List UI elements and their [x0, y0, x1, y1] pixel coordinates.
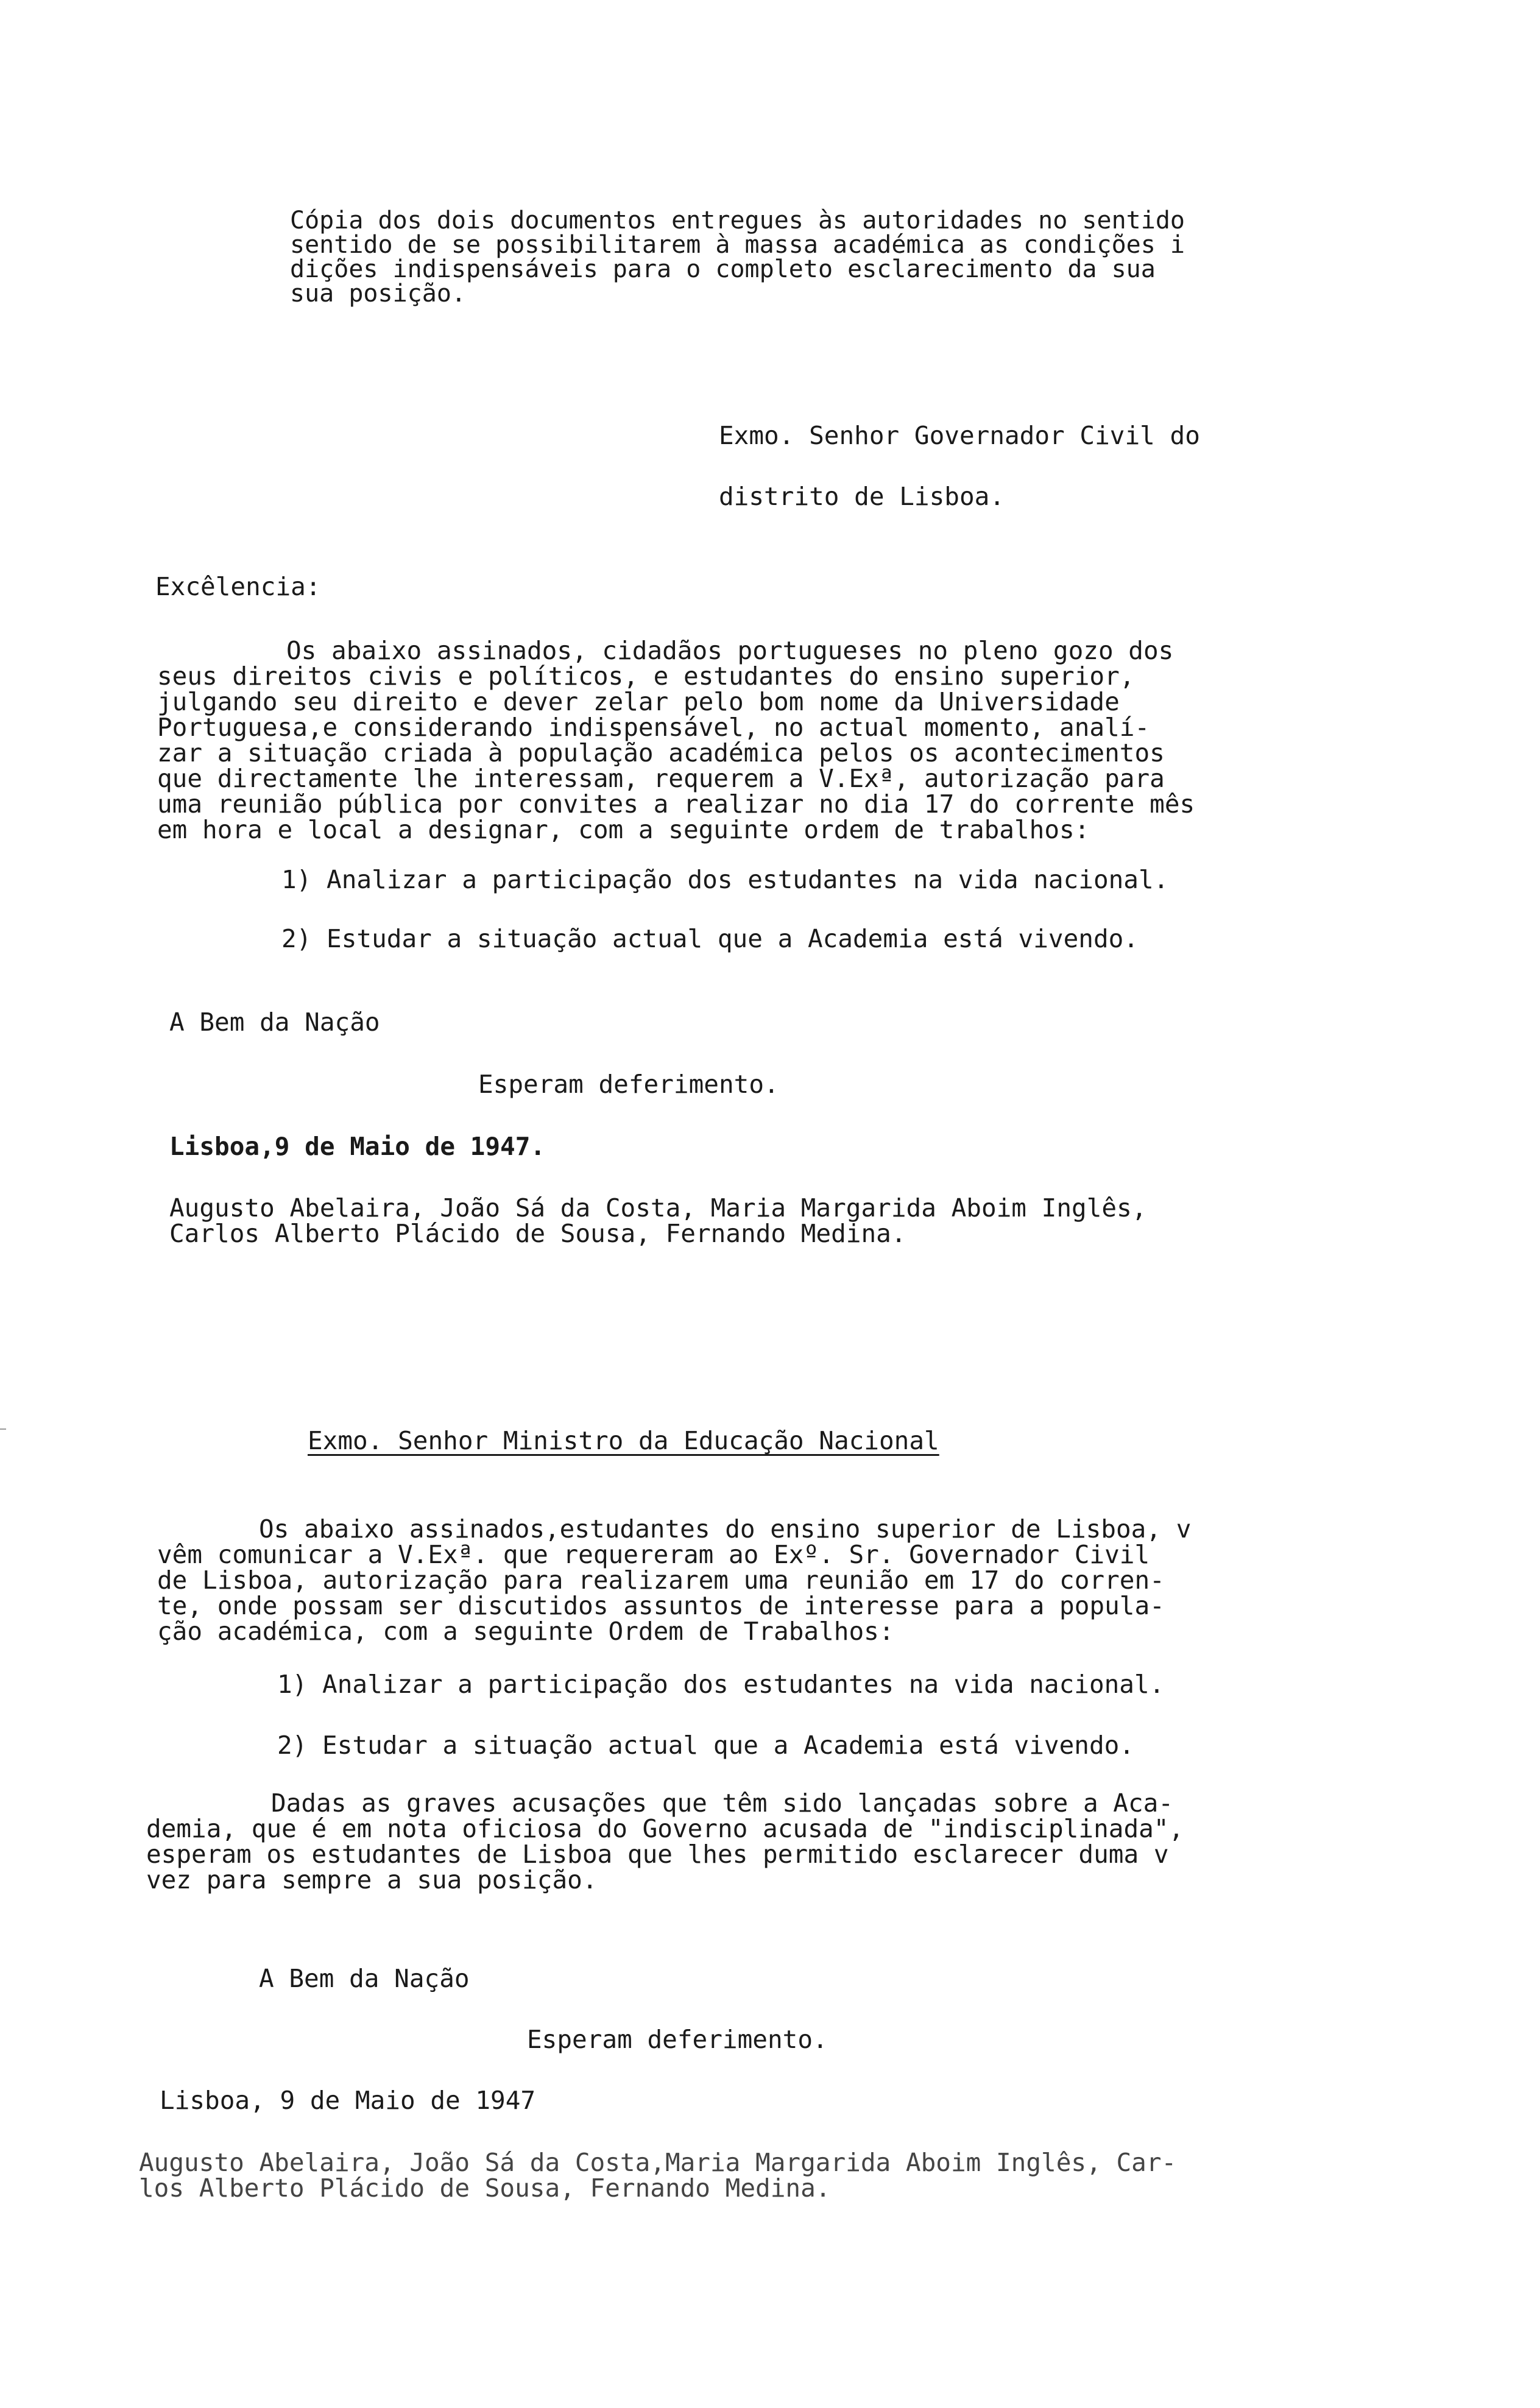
doc2-body2-line-4: vez para sempre a sua posição. [146, 1865, 598, 1894]
scan-edge-mark [0, 1428, 6, 1430]
doc1-closing: A Bem da Nação [169, 1008, 380, 1037]
doc1-item-2: 2) Estudar a situação actual que a Academia está vivendo. [281, 924, 1139, 953]
doc2-closing: A Bem da Nação [259, 1964, 470, 1993]
doc2-body-line-1: Os abaixo assinados,estudantes do ensino superior de Lisboa, v [259, 1514, 1192, 1544]
doc2-body-line-3: de Lisboa, autorização para realizarem uma reunião em 17 do corren- [157, 1566, 1165, 1595]
doc2-item-1: 1) Analizar a participação dos estudantes na vida nacional. [277, 1670, 1165, 1699]
doc2-request: Esperam deferimento. [527, 2025, 828, 2054]
doc1-request: Esperam deferimento. [478, 1070, 779, 1099]
doc2-body-line-2: vêm comunicar a V.Exª. que requereram ao Exº. Sr. Governador Civil [157, 1540, 1150, 1569]
doc1-addressee-line-1: Exmo. Senhor Governador Civil do [719, 421, 1200, 450]
doc1-body-line-2: seus direitos civis e políticos, e estudantes do ensino superior, [157, 662, 1135, 691]
doc1-body-line-3: julgando seu direito e dever zelar pelo bom nome da Universidade [157, 687, 1120, 716]
doc1-signature-line-2: Carlos Alberto Plácido de Sousa, Fernando Medina. [169, 1219, 906, 1248]
doc2-date: Lisboa, 9 de Maio de 1947 [160, 2086, 536, 2115]
doc2-body2-line-1: Dadas as graves acusações que têm sido lançadas sobre a Aca- [271, 1788, 1174, 1818]
header-note-line-2: sentido de se possibilitarem à massa académica as condições i [290, 231, 1185, 259]
header-note-line-3: dições indispensáveis para o completo esclarecimento da sua [290, 255, 1156, 283]
doc1-body-line-1: Os abaixo assinados, cidadãos portugueses no pleno gozo dos [286, 636, 1174, 665]
doc1-body-line-6: que directamente lhe interessam, requerem a V.Exª, autorização para [157, 764, 1165, 793]
doc2-body2-line-3: esperam os estudantes de Lisboa que lhes permitido esclarecer duma v [146, 1840, 1169, 1869]
header-note-line-4: sua posição. [290, 280, 466, 308]
header-note-line-1: Cópia dos dois documentos entregues às autoridades no sentido [290, 207, 1185, 235]
doc1-salutation: Excêlencia: [155, 572, 321, 601]
doc1-item-1: 1) Analizar a participação dos estudantes na vida nacional. [281, 865, 1169, 894]
doc1-date: Lisboa,9 de Maio de 1947. [169, 1132, 546, 1161]
doc1-body-line-4: Portuguesa,e considerando indispensável, no actual momento, analí- [157, 713, 1150, 742]
doc2-body-line-4: te, onde possam ser discutidos assuntos de interesse para a popula- [157, 1591, 1165, 1620]
doc2-item-2: 2) Estudar a situação actual que a Academia está vivendo. [277, 1731, 1134, 1760]
doc2-signature-line-1: Augusto Abelaira, João Sá da Costa,Maria Margarida Aboim Inglês, Car- [139, 2148, 1177, 2177]
doc1-body-line-7: uma reunião pública por convites a realizar no dia 17 do corrente mês [157, 789, 1195, 819]
doc2-body2-line-2: demia, que é em nota oficiosa do Governo acusada de "indisciplinada", [146, 1814, 1184, 1843]
doc1-addressee-line-2: distrito de Lisboa. [719, 482, 1005, 511]
doc2-addressee: Exmo. Senhor Ministro da Educação Nacional [308, 1426, 939, 1455]
doc2-signature-line-2: los Alberto Plácido de Sousa, Fernando Medina. [139, 2173, 831, 2203]
doc1-body-line-8: em hora e local a designar, com a seguinte ordem de trabalhos: [157, 815, 1090, 844]
doc1-body-line-5: zar a situação criada à população académica pelos os acontecimentos [157, 738, 1165, 768]
doc2-body-line-5: ção académica, com a seguinte Ordem de Trabalhos: [157, 1617, 894, 1646]
doc1-signature-line-1: Augusto Abelaira, João Sá da Costa, Maria Margarida Aboim Inglês, [169, 1193, 1147, 1223]
